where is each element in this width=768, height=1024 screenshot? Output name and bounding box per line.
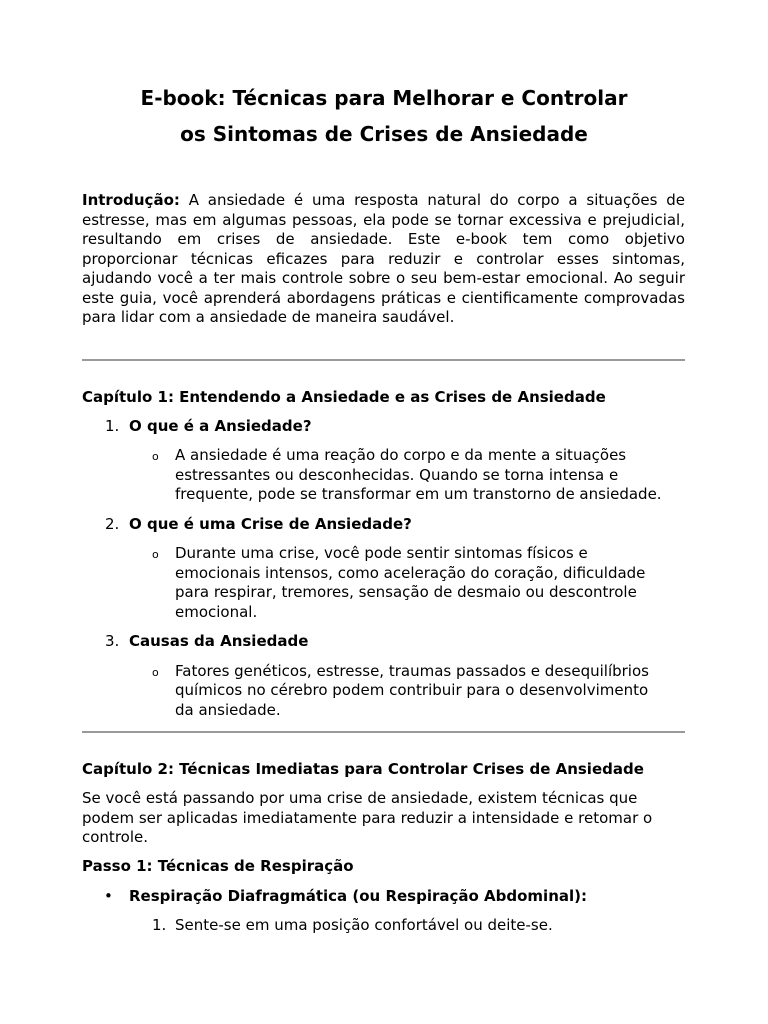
chapter-2-intro-line: podem ser aplicadas imediatamente para reduzir a intensidade e retomar o (82, 809, 653, 827)
chapter-2-intro-line: controle. (82, 828, 148, 846)
section-divider (82, 731, 685, 733)
step-text: Sente-se em uma posição confortável ou deite-se. (175, 916, 553, 934)
circle-bullet-icon: o (152, 450, 159, 463)
circle-bullet-icon: o (152, 548, 159, 561)
item-heading: O que é a Ansiedade? (129, 417, 312, 435)
intro-label: Introdução: (82, 191, 180, 209)
chapter-1-heading: Capítulo 1: Entendendo a Ansiedade e as Crises de Ansiedade (82, 388, 606, 406)
item-text-line: emocional. (175, 603, 258, 621)
circle-bullet-icon: o (152, 666, 159, 679)
item-text-line: frequente, pode se transformar em um transtorno de ansiedade. (175, 485, 662, 503)
chapter-2-intro-line: Se você está passando por uma crise de ansiedade, existem técnicas que (82, 789, 638, 807)
item-heading: O que é uma Crise de Ansiedade? (129, 515, 412, 533)
disc-bullet-icon: • (104, 887, 113, 905)
list-number: 2. (105, 515, 120, 533)
item-text-line: estressantes ou desconhecidas. Quando se torna intensa e (175, 466, 619, 484)
chapter-2-heading: Capítulo 2: Técnicas Imediatas para Controlar Crises de Ansiedade (82, 760, 644, 778)
item-heading: Causas da Ansiedade (129, 632, 309, 650)
list-number: 1. (105, 417, 120, 435)
item-text-line: químicos no cérebro podem contribuir para o desenvolvimento (175, 681, 649, 699)
bullet-heading: Respiração Diafragmática (ou Respiração Abdominal): (129, 887, 587, 905)
list-number: 3. (105, 632, 120, 650)
item-text-line: da ansiedade. (175, 701, 281, 719)
intro-paragraph (82, 191, 685, 328)
intro-text: A ansiedade é uma resposta natural do corpo a situações de estresse, mas em algumas pessoas, ela pode se tornar excessiva e prejudicial, resultando em crises de ansiedade. Este e-book tem como objetivo proporcionar técnicas eficazes para reduzir e controlar esses sintomas, ajudando você a ter mais controle sobre o seu bem-estar emocional. Ao seguir este guia, você aprenderá abordagens práticas e cientificamente comprovadas para lidar com a ansiedade de maneira saudável. (82, 191, 685, 326)
section-divider (82, 359, 685, 361)
list-number: 1. (152, 916, 167, 934)
item-text-line: Fatores genéticos, estresse, traumas passados e desequilíbrios (175, 662, 649, 680)
item-text-line: A ansiedade é uma reação do corpo e da mente a situações (175, 446, 627, 464)
item-text-line: emocionais intensos, como aceleração do coração, dificuldade (175, 564, 646, 582)
title-line-1: E-book: Técnicas para Melhorar e Controlar (140, 86, 628, 110)
title-line-2: os Sintomas de Crises de Ansiedade (180, 122, 588, 146)
item-text-line: para respirar, tremores, sensação de desmaio ou descontrole (175, 583, 637, 601)
step-1-heading: Passo 1: Técnicas de Respiração (82, 857, 354, 875)
item-text-line: Durante uma crise, você pode sentir sintomas físicos e (175, 544, 588, 562)
